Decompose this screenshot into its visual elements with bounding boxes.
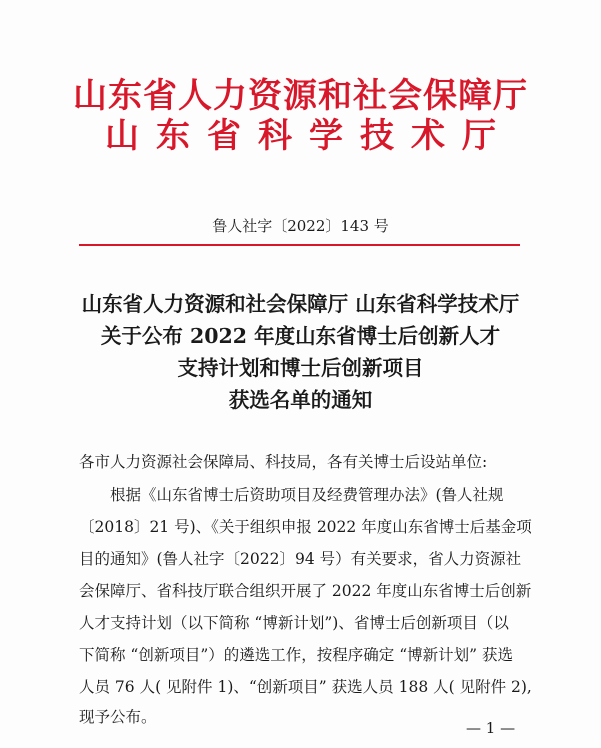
issuer-line-1: 山东省人力资源和社会保障厅 (73, 76, 528, 116)
body-line: 人才支持计划（以下简称 “博新计划”)、省博士后创新项目（以 (79, 614, 509, 632)
body-line: 会保障厅、省科技厅联合组织开展了 2022 年度山东省博士后创新 (79, 582, 532, 600)
page-number: — 1 — (466, 719, 516, 737)
salutation: 各市人力资源社会保障局、科技局，各有关博士后设站单位: (79, 453, 488, 471)
document-number: 鲁人社字〔2022〕143 号 (212, 217, 389, 235)
body-line: 人员 76 人( 见附件 1)、“创新项目” 获选人员 188 人( 见附件 2), (79, 678, 532, 696)
title-line-2: 关于公布 2022 年度山东省博士后创新人才 (100, 324, 501, 348)
body-line: 目的通知》(鲁人社字〔2022〕94 号）有关要求，省人力资源社 (79, 550, 522, 568)
body-line: 现予公布。 (79, 708, 157, 726)
body-line: 根据《山东省博士后资助项目及经费管理办法》(鲁人社规 (110, 486, 504, 504)
title-line-1: 山东省人力资源和社会保障厅 山东省科学技术厅 (81, 292, 520, 316)
issuer-line-2: 山东省科学技术厅 (105, 116, 513, 156)
red-divider-line (79, 244, 520, 246)
title-line-4: 获选名单的通知 (228, 388, 373, 412)
body-line: 下简称 “创新项目”）的遴选工作，按程序确定 “博新计划” 获选 (79, 646, 513, 664)
body-line: 〔2018〕21 号)、《关于组织申报 2022 年度山东省博士后基金项 (79, 518, 532, 536)
title-line-3: 支持计划和博士后创新项目 (177, 356, 424, 380)
